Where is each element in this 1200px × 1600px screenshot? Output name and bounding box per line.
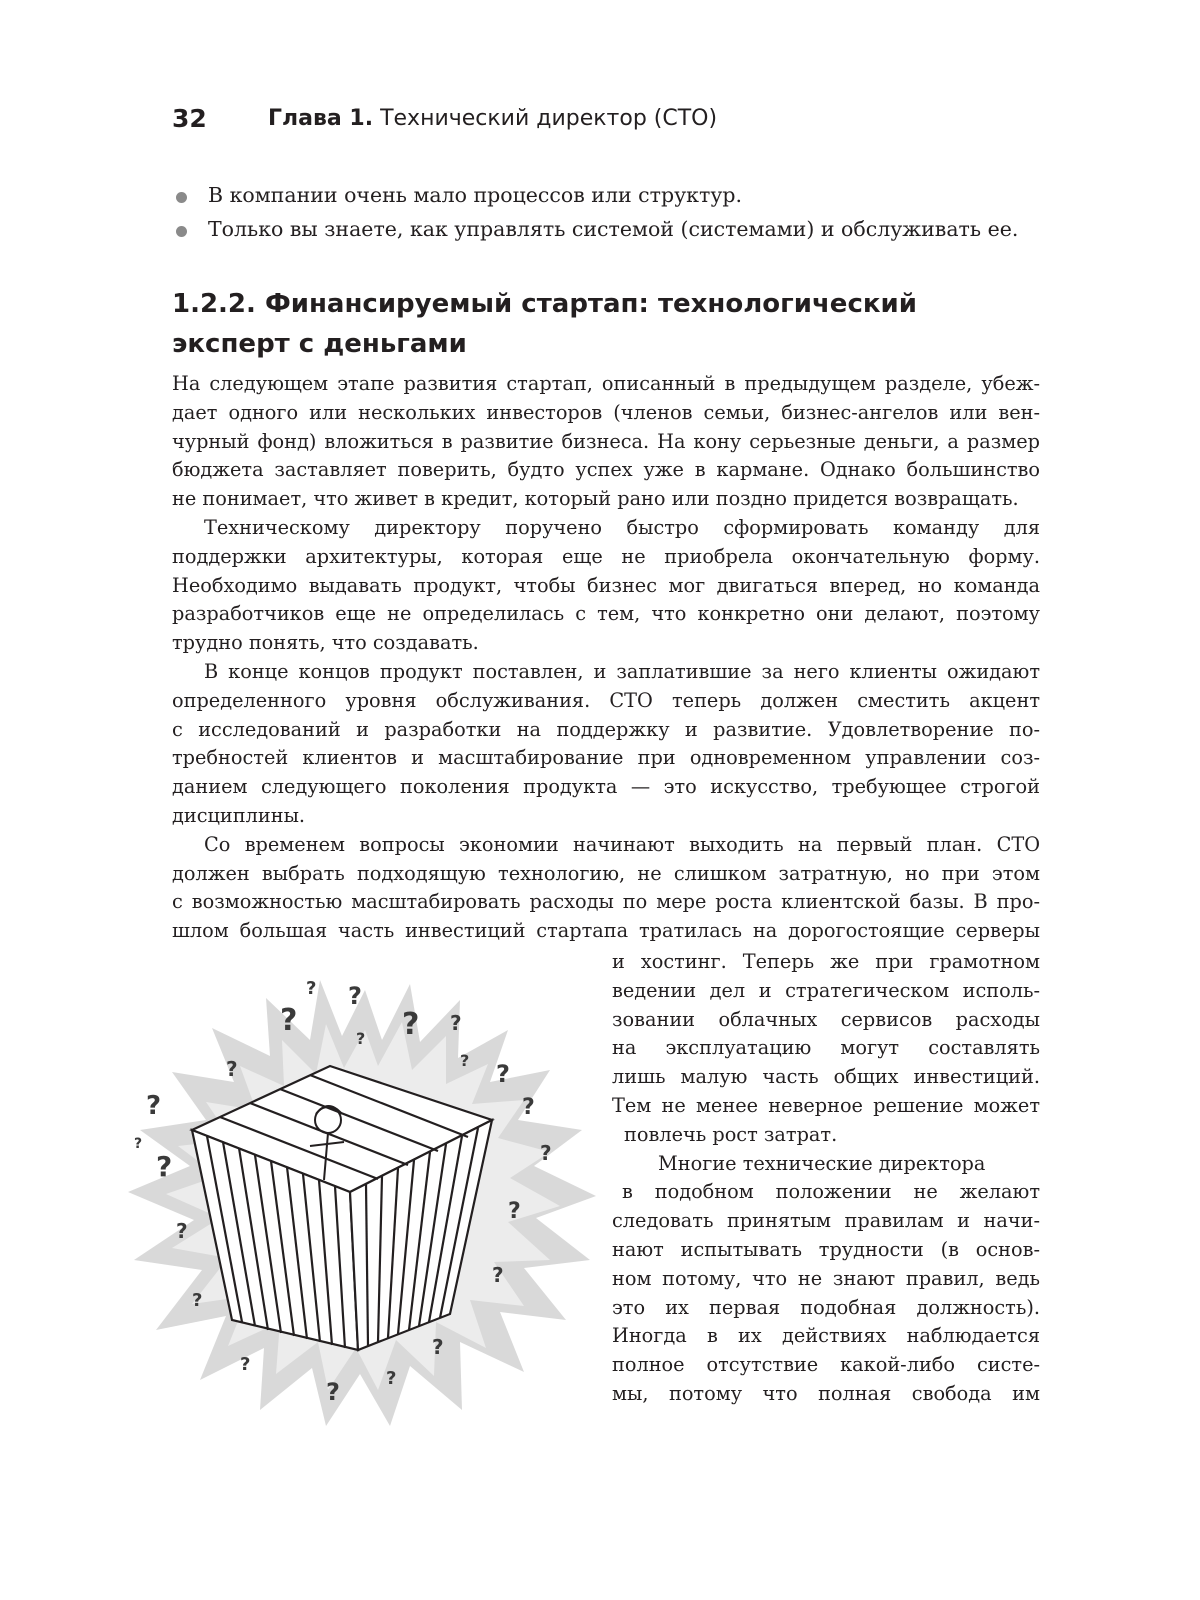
- text-line: нают испытывать трудности (в основ-: [612, 1237, 1040, 1261]
- text-line: разработчиков еще не определилась с тем, что конкретно они делают, поэтому: [172, 602, 1040, 626]
- text-line: Со временем вопросы экономии начинают выходить на первый план. CTO: [204, 832, 1040, 856]
- svg-text:?: ?: [146, 1091, 162, 1121]
- text-line: ведении дел и стратегическом исполь-: [612, 978, 1040, 1002]
- svg-text:?: ?: [326, 1378, 340, 1406]
- bullet-dot-icon: [176, 192, 187, 203]
- text-line: с исследований и разработки на поддержку и развитие. Удовлетворение по-: [172, 717, 1040, 741]
- text-line: Тем не менее неверное решение может: [612, 1093, 1040, 1117]
- svg-text:?: ?: [508, 1199, 521, 1224]
- text-line: Техническому директору поручено быстро сформировать команду для: [204, 515, 1040, 539]
- bullet-text: В компании очень мало процессов или структур.: [208, 183, 743, 207]
- text-line: должен выбрать подходящую технологию, не слишком затратную, но при этом: [172, 861, 1040, 885]
- svg-text:?: ?: [348, 982, 362, 1010]
- text-line: полное отсутствие какой-либо систе-: [612, 1353, 1040, 1377]
- text-line: На следующем этапе развития стартап, описанный в предыдущем разделе, убеж-: [172, 372, 1040, 395]
- svg-text:?: ?: [402, 1007, 420, 1042]
- svg-text:?: ?: [450, 1011, 462, 1035]
- text-line: лишь малую часть общих инвестиций.: [612, 1065, 1040, 1089]
- bullet-list: [172, 178, 1052, 246]
- svg-text:?: ?: [280, 1003, 298, 1038]
- chapter-title: Технический директор (CTO): [373, 106, 718, 131]
- text-line: это их первая подобная должность).: [612, 1295, 1040, 1319]
- svg-text:?: ?: [176, 1219, 188, 1243]
- page-header: [172, 104, 1052, 144]
- text-line: Иногда в их действиях наблюдается: [612, 1324, 1040, 1348]
- side-text-block: [612, 948, 1040, 1409]
- text-line: в подобном положении не желают: [622, 1180, 1040, 1204]
- bullet-text: Только вы знаете, как управлять системой (системами) и обслуживать ее.: [208, 217, 1019, 241]
- bullet-item: [172, 212, 1052, 246]
- svg-text:?: ?: [386, 1368, 397, 1389]
- section-heading-line: эксперт с деньгами: [172, 329, 467, 359]
- text-line: В конце концов продукт поставлен, и заплатившие за него клиенты ожидают: [204, 659, 1040, 683]
- svg-text:?: ?: [522, 1095, 535, 1120]
- text-line: поддержки архитектуры, которая еще не приобрела окончательную форму.: [172, 544, 1040, 568]
- svg-text:?: ?: [540, 1141, 552, 1165]
- section-heading-line: 1.2.2. Финансируемый стартап: технологический: [172, 289, 917, 319]
- svg-text:?: ?: [240, 1354, 251, 1375]
- text-line: данием следующего поколения продукта — это искусство, требующее строгой: [172, 775, 1040, 799]
- section-heading: [172, 284, 1052, 364]
- bullet-item: [172, 178, 1052, 212]
- text-line: бюджета заставляет поверить, будто успех уже в кармане. Однако большинство: [172, 458, 1040, 482]
- text-line: шлом большая часть инвестиций стартапа тратилась на дорогостоящие серверы: [172, 919, 1040, 943]
- svg-text:?: ?: [496, 1060, 510, 1088]
- text-line: зовании облачных сервисов расходы: [612, 1007, 1040, 1031]
- text-line: повлечь рост затрат.: [624, 1122, 838, 1146]
- svg-text:?: ?: [306, 978, 317, 999]
- svg-text:?: ?: [460, 1051, 470, 1070]
- text-line: ном потому, что не знают правил, ведь: [612, 1266, 1040, 1290]
- page-number: 32: [172, 104, 207, 133]
- text-line: определенного уровня обслуживания. CTO теперь должен сместить акцент: [172, 688, 1040, 712]
- text-line: мы, потому что полная свобода им: [612, 1381, 1040, 1405]
- chapter-label: Глава 1.: [268, 106, 374, 131]
- text-line: следовать принятым правилам и начи-: [612, 1209, 1040, 1233]
- svg-text:?: ?: [492, 1263, 504, 1287]
- text-line: Многие технические директора: [658, 1151, 986, 1175]
- text-line: трудно понять, что создавать.: [172, 631, 479, 655]
- text-line: не понимает, что живет в кредит, который рано или поздно придется возвращать.: [172, 487, 1019, 511]
- text-line: и хостинг. Теперь же при грамотном: [612, 950, 1040, 973]
- svg-text:?: ?: [192, 1290, 203, 1311]
- svg-text:?: ?: [356, 1029, 366, 1048]
- text-line: Необходимо выдавать продукт, чтобы бизнес мог двигаться вперед, но команда: [172, 573, 1040, 597]
- text-line: чурный фонд) вложиться в развитие бизнеса. На кону серьезные деньги, а размер: [172, 429, 1040, 453]
- caged-person-illustration-icon: [120, 970, 610, 1430]
- svg-text:?: ?: [134, 1136, 143, 1152]
- text-line: дисциплины.: [172, 803, 306, 827]
- svg-text:?: ?: [432, 1335, 444, 1359]
- svg-text:?: ?: [156, 1150, 173, 1183]
- svg-text:?: ?: [226, 1057, 238, 1081]
- bullet-dot-icon: [176, 226, 187, 237]
- cage-icon: [192, 1066, 492, 1350]
- running-head: [268, 106, 717, 131]
- text-line: с возможностью масштабировать расходы по мере роста клиентской базы. В про-: [172, 890, 1040, 914]
- main-text-block: [172, 370, 1040, 946]
- text-line: дает одного или нескольких инвесторов (членов семьи, бизнес-ангелов или вен-: [172, 400, 1040, 424]
- text-line: требностей клиентов и масштабирование при одновременном управлении соз-: [172, 746, 1040, 770]
- text-line: на эксплуатацию могут составлять: [612, 1036, 1040, 1060]
